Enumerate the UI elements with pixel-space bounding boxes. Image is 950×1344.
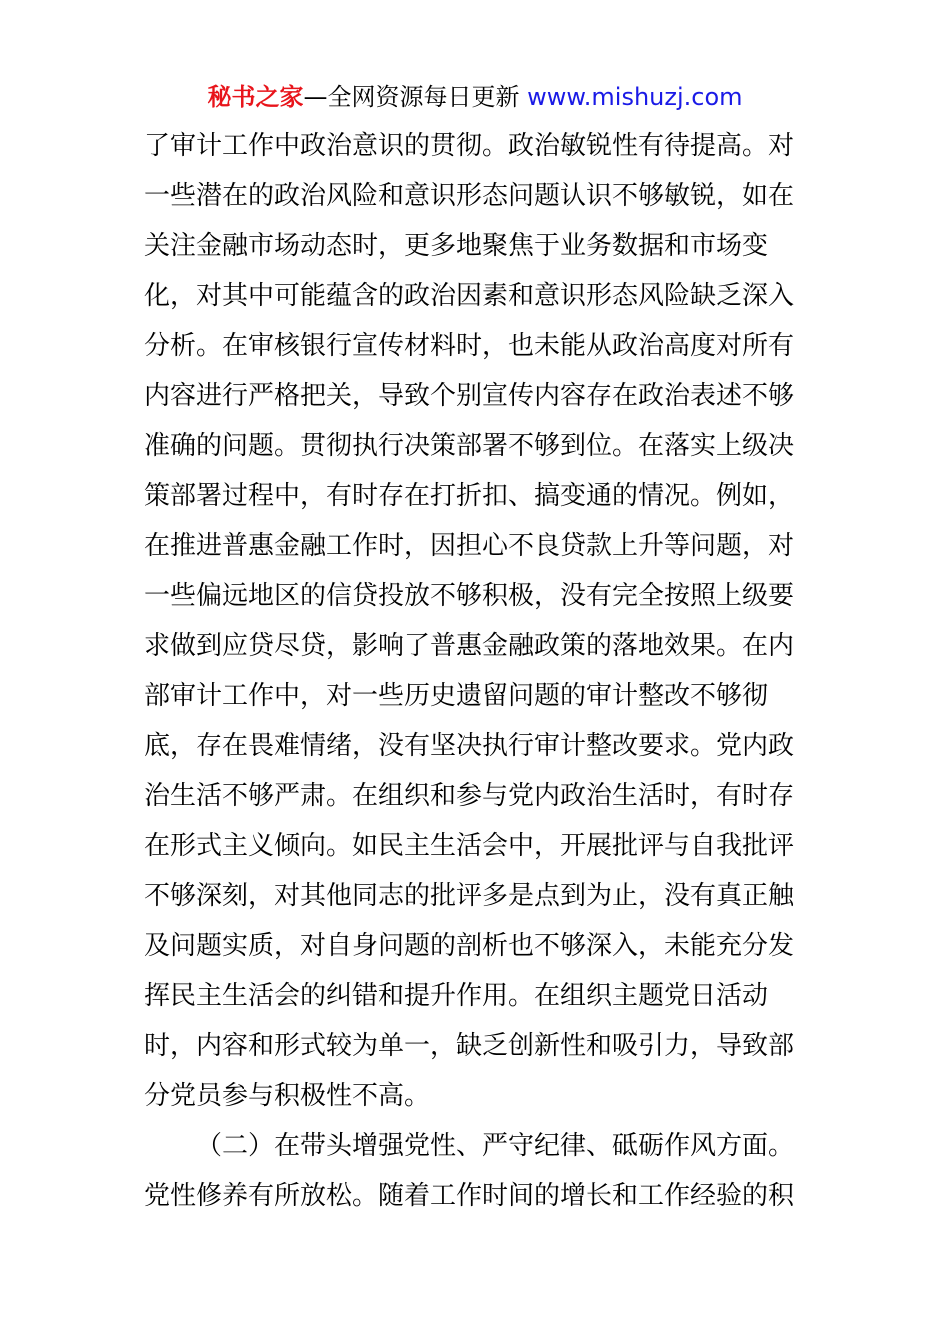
text-line: 底，存在畏难情绪，没有坚决执行审计整改要求。党内政 xyxy=(144,731,795,761)
site-tagline: —全网资源每日更新 xyxy=(303,83,528,111)
text-line: 时，内容和形式较为单一，缺乏创新性和吸引力，导致部 xyxy=(144,1031,795,1061)
text-line: 不够深刻，对其他同志的批评多是点到为止，没有真正触 xyxy=(144,881,795,911)
text-line: 在推进普惠金融工作时，因担心不良贷款上升等问题，对 xyxy=(144,531,795,561)
text-line: 一些潜在的政治风险和意识形态问题认识不够敏锐，如在 xyxy=(144,181,795,211)
text-line: 一些偏远地区的信贷投放不够积极，没有完全按照上级要 xyxy=(144,581,795,611)
text-line: 分党员参与积极性不高。 xyxy=(144,1081,431,1111)
site-header xyxy=(0,80,950,114)
text-line: 准确的问题。贯彻执行决策部署不够到位。在落实上级决 xyxy=(144,431,795,461)
text-line: 策部署过程中，有时存在打折扣、搞变通的情况。例如， xyxy=(144,481,795,511)
text-line: 及问题实质，对自身问题的剖析也不够深入，未能充分发 xyxy=(144,931,795,961)
text-line: 关注金融市场动态时，更多地聚焦于业务数据和市场变 xyxy=(144,231,769,261)
text-line: 在形式主义倾向。如民主生活会中，开展批评与自我批评 xyxy=(144,831,795,861)
section-heading: （二）在带头增强党性、严守纪律、砥砺作风方面。 xyxy=(196,1131,795,1161)
site-brand: 秘书之家 xyxy=(207,83,304,111)
text-line: 治生活不够严肃。在组织和参与党内政治生活时，有时存 xyxy=(144,781,795,811)
text-line: 内容进行严格把关，导致个别宣传内容存在政治表述不够 xyxy=(144,381,795,411)
text-line: 部审计工作中，对一些历史遗留问题的审计整改不够彻 xyxy=(144,681,769,711)
text-line: 挥民主生活会的纠错和提升作用。在组织主题党日活动 xyxy=(144,981,769,1011)
text-line: 分析。在审核银行宣传材料时，也未能从政治高度对所有 xyxy=(144,331,795,361)
text-line: 求做到应贷尽贷，影响了普惠金融政策的落地效果。在内 xyxy=(144,631,795,661)
text-line: 了审计工作中政治意识的贯彻。政治敏锐性有待提高。对 xyxy=(144,131,795,161)
site-url-link[interactable]: www.mishuzj.com xyxy=(527,83,743,111)
text-line: 党性修养有所放松。随着工作时间的增长和工作经验的积 xyxy=(144,1181,795,1211)
document-body xyxy=(144,121,814,1221)
text-line: 化，对其中可能蕴含的政治因素和意识形态风险缺乏深入 xyxy=(144,281,795,311)
